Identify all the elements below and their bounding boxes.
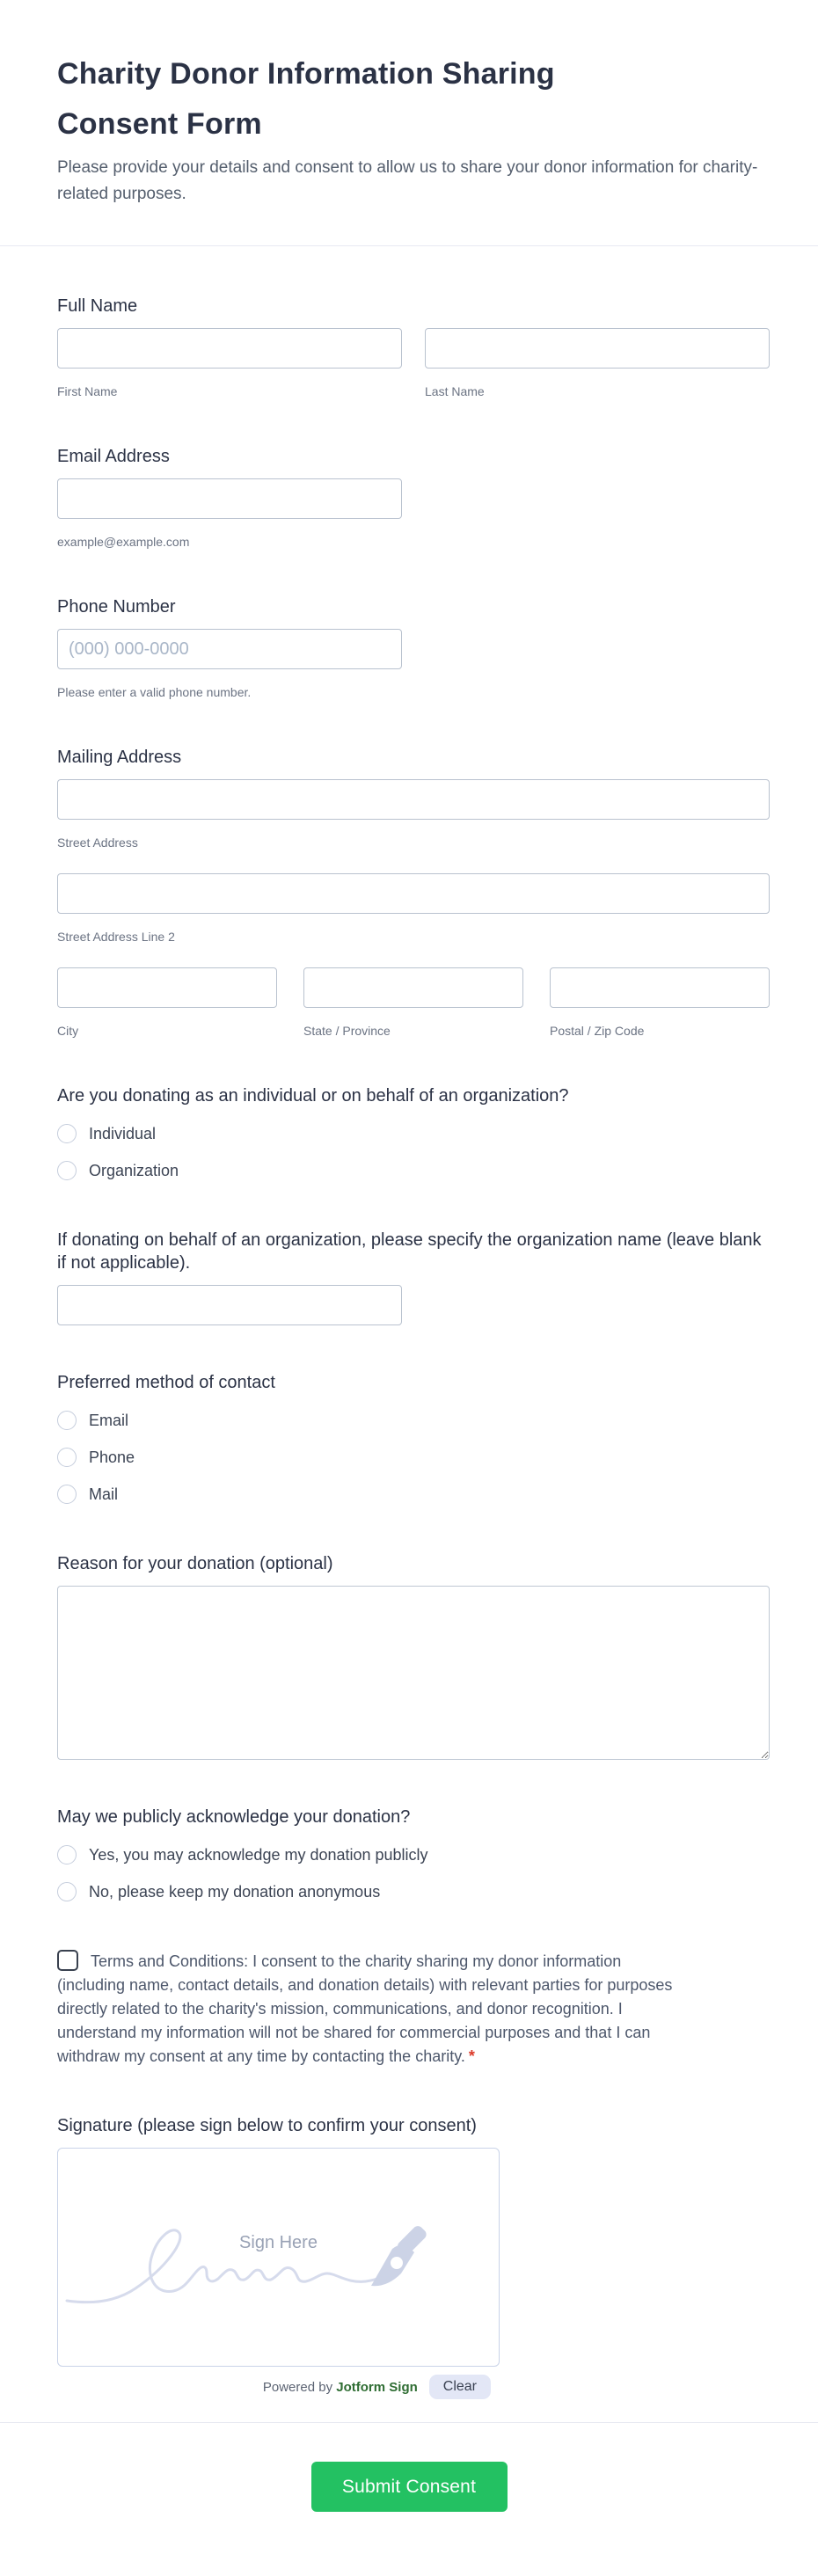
street-address2-input[interactable] xyxy=(57,873,770,914)
radio-acknowledge-no-icon[interactable] xyxy=(57,1882,77,1901)
first-name-subfield xyxy=(57,328,402,399)
header-divider xyxy=(0,245,818,246)
zip-sublabel: Postal / Zip Code xyxy=(550,1024,645,1038)
field-terms xyxy=(57,1950,770,2069)
city-subfield xyxy=(57,967,277,1039)
phone-sublabel: Please enter a valid phone number. xyxy=(57,685,252,699)
radio-email-icon[interactable] xyxy=(57,1411,77,1430)
option-mail[interactable] xyxy=(57,1482,770,1507)
reason-textarea[interactable] xyxy=(57,1586,770,1760)
signature-doodle-icon xyxy=(62,2217,449,2332)
phone-input[interactable] xyxy=(57,629,402,669)
option-acknowledge-yes[interactable] xyxy=(57,1843,770,1867)
phone-label: Phone Number xyxy=(57,597,176,617)
footer-divider xyxy=(0,2422,818,2423)
acknowledge-label: May we publicly acknowledge your donation? xyxy=(57,1807,411,1827)
pen-nib-icon xyxy=(371,2224,428,2287)
jotform-sign-logo: Jotform Sign xyxy=(336,2379,418,2395)
street-address2-sublabel: Street Address Line 2 xyxy=(57,930,175,944)
form-header xyxy=(0,0,818,208)
required-asterisk: * xyxy=(468,2047,475,2065)
full-name-row xyxy=(57,328,770,399)
option-organization-label: Organization xyxy=(89,1162,179,1179)
option-acknowledge-yes-label: Yes, you may acknowledge my donation publicly xyxy=(89,1846,428,1864)
option-individual[interactable] xyxy=(57,1121,770,1146)
page-subtitle: Please provide your details and consent to allow us to share your donor information for charity-related purposes. xyxy=(57,158,758,203)
option-email[interactable] xyxy=(57,1408,770,1433)
state-sublabel: State / Province xyxy=(303,1024,391,1038)
radio-phone-icon[interactable] xyxy=(57,1448,77,1467)
first-name-sublabel: First Name xyxy=(57,384,118,398)
option-mail-label: Mail xyxy=(89,1485,119,1503)
first-name-input[interactable] xyxy=(57,328,402,369)
form-body xyxy=(0,295,818,2399)
state-subfield xyxy=(303,967,523,1039)
field-contact-method xyxy=(57,1371,770,1507)
signature-label: Signature (please sign below to confirm your consent) xyxy=(57,2116,477,2135)
field-phone xyxy=(57,595,770,700)
field-organization-name xyxy=(57,1229,770,1325)
organization-name-label: If donating on behalf of an organization, please specify the organization name (leave blank if not applicable). xyxy=(57,1230,762,1273)
powered-by-label: Powered by xyxy=(262,2379,333,2395)
organization-name-input[interactable] xyxy=(57,1285,402,1325)
field-reason xyxy=(57,1552,770,1760)
street-address2-subfield xyxy=(57,873,770,945)
terms-checkbox[interactable] xyxy=(57,1950,78,1971)
mailing-address-label: Mailing Address xyxy=(57,748,182,767)
clear-button[interactable]: Clear xyxy=(429,2375,491,2399)
radio-individual-icon[interactable] xyxy=(57,1124,77,1143)
option-organization[interactable] xyxy=(57,1158,770,1183)
option-acknowledge-no[interactable] xyxy=(57,1879,770,1904)
donor-type-options xyxy=(57,1121,770,1183)
option-individual-label: Individual xyxy=(89,1125,157,1142)
sign-here-watermark: Sign Here xyxy=(239,2233,318,2252)
option-phone-label: Phone xyxy=(89,1449,135,1466)
terms-label: Terms and Conditions: I consent to the charity sharing my donor information (including name, contact details, and donation details) with relevant parties for purposes directly related to the charity's mission, communications, and donor recognition. I understand my information will not be shared for commercial purposes and that I can withdraw my consent at any time by contacting the charity. xyxy=(57,1952,673,2065)
phone-subfield xyxy=(57,629,402,700)
street-address-input[interactable] xyxy=(57,779,770,820)
email-subfield xyxy=(57,478,402,550)
email-label: Email Address xyxy=(57,447,170,466)
field-signature xyxy=(57,2114,770,2399)
option-email-label: Email xyxy=(89,1412,129,1429)
powered-by-text xyxy=(263,2380,418,2395)
field-acknowledge xyxy=(57,1806,770,1904)
field-email xyxy=(57,445,770,550)
contact-method-label: Preferred method of contact xyxy=(57,1373,275,1392)
field-mailing-address xyxy=(57,746,770,1039)
radio-mail-icon[interactable] xyxy=(57,1485,77,1504)
radio-organization-icon[interactable] xyxy=(57,1161,77,1180)
field-full-name xyxy=(57,295,770,399)
city-sublabel: City xyxy=(57,1024,79,1038)
state-input[interactable] xyxy=(303,967,523,1008)
donor-type-label: Are you donating as an individual or on behalf of an organization? xyxy=(57,1086,569,1106)
email-sublabel: example@example.com xyxy=(57,535,190,549)
field-donor-type xyxy=(57,1084,770,1183)
organization-name-subfield xyxy=(57,1285,402,1325)
option-phone[interactable] xyxy=(57,1445,770,1470)
zip-input[interactable] xyxy=(550,967,770,1008)
signature-pad[interactable] xyxy=(57,2148,500,2367)
street-address-sublabel: Street Address xyxy=(57,836,138,850)
last-name-input[interactable] xyxy=(425,328,770,369)
last-name-subfield xyxy=(425,328,770,399)
city-input[interactable] xyxy=(57,967,277,1008)
terms-paragraph xyxy=(57,1950,677,2069)
submit-consent-button[interactable]: Submit Consent xyxy=(311,2462,508,2512)
reason-label: Reason for your donation (optional) xyxy=(57,1554,333,1573)
street-address-subfield xyxy=(57,779,770,850)
zip-subfield xyxy=(550,967,770,1039)
full-name-label: Full Name xyxy=(57,296,138,316)
email-input[interactable] xyxy=(57,478,402,519)
acknowledge-options xyxy=(57,1843,770,1904)
page-title: Charity Donor Information Sharing Consent Form xyxy=(57,57,555,141)
option-acknowledge-no-label: No, please keep my donation anonymous xyxy=(89,1883,381,1901)
city-state-zip-row xyxy=(57,967,770,1039)
signature-footer xyxy=(57,2375,500,2399)
contact-method-options xyxy=(57,1408,770,1507)
last-name-sublabel: Last Name xyxy=(425,384,485,398)
radio-acknowledge-yes-icon[interactable] xyxy=(57,1845,77,1864)
